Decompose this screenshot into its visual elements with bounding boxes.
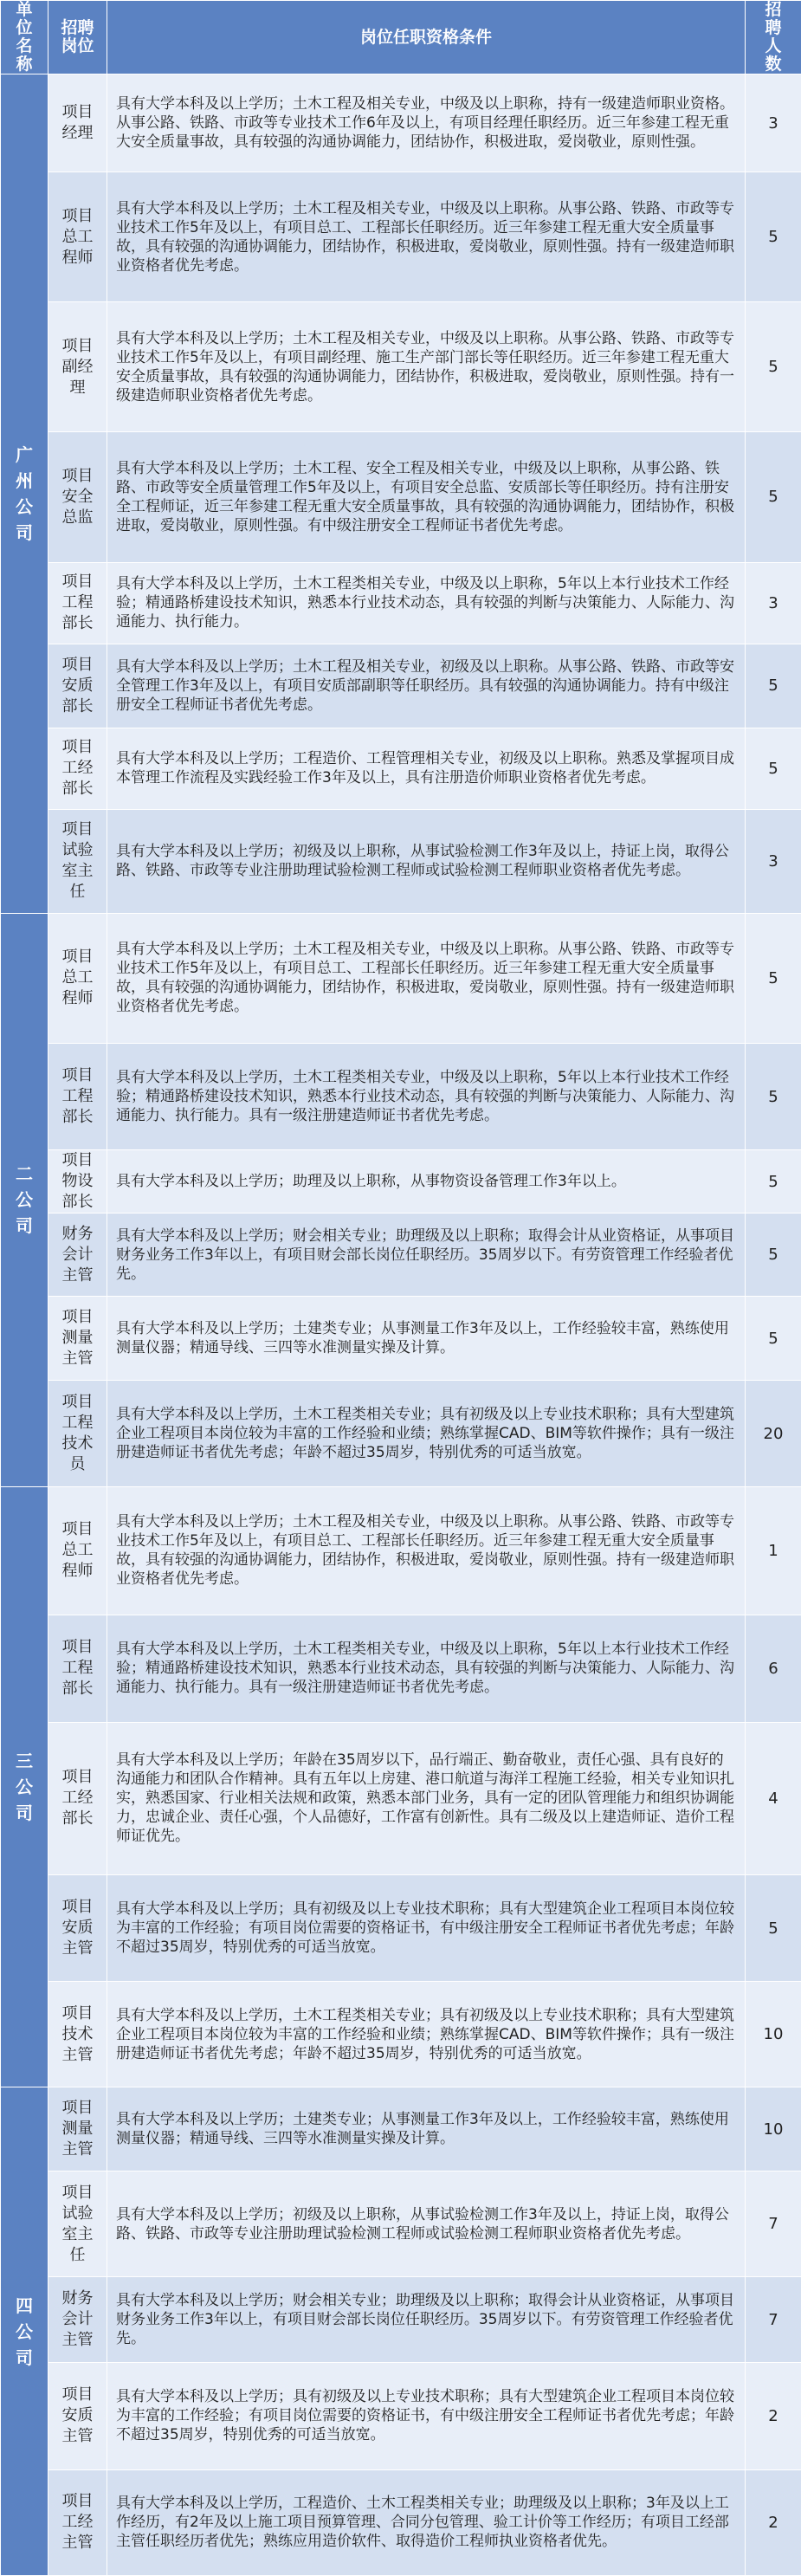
position-cell: 项目安质部长	[48, 644, 107, 728]
requirements-cell: 具有大学本科及以上学历；土建类专业；从事测量工作3年及以上，工作经验较丰富，熟练使用测量仪器；精通导线、三四等水准测量实操及计算。	[107, 1297, 746, 1381]
table-row	[1, 1214, 801, 1297]
table-row	[1, 1875, 801, 1982]
position-cell: 项目安质主管	[48, 2362, 107, 2469]
headcount-cell: 7	[746, 2277, 801, 2362]
requirements-cell: 具有大学本科及以上学历；土木工程、安全工程及相关专业，中级及以上职称，从事公路、铁路、市政等安全质量管理工作5年及以上，有项目安全总监、安质部长等任职经历。持有注册安全工程师证，近三年参建工程无重大安全质量事故，具有较强的沟通协调能力，团结协作，积极进取，爱岗敬业，原则性强。有中级注册安全工程师证书者优先考虑。	[107, 432, 746, 562]
requirements-cell: 具有大学本科及以上学历；工程造价、工程管理相关专业，初级及以上职称。熟悉及掌握项目成本管理工作流程及实践经验工作3年及以上，具有注册造价师职业资格者优先考虑。	[107, 728, 746, 809]
table-row	[1, 809, 801, 913]
requirements-cell: 具有大学本科及以上学历，工程造价、土木工程类相关专业；助理级及以上职称；3年及以上工作经历，有2年及以上施工项目预算管理、合同分包管理、验工计价等工作经历；有项目工经部主管任职经历者优先；熟练应用造价软件、取得造价工程师执业资格者优先。	[107, 2469, 746, 2575]
requirements-cell: 具有大学本科及以上学历；土木工程及相关专业，中级及以上职称，持有一级建造师职业资格。从事公路、铁路、市政等专业技术工作6年及以上，有项目经理任职经历。近三年参建工程无重大安全质量事故，具有较强的沟通协调能力，团结协作，积极进取，爱岗敬业，原则性强。	[107, 74, 746, 172]
position-cell: 项目工程技术员	[48, 1381, 107, 1486]
headcount-cell: 3	[746, 562, 801, 644]
headcount-cell: 5	[746, 644, 801, 728]
requirements-cell: 具有大学本科及以上学历；具有初级及以上专业技术职称；具有大型建筑企业工程项目本岗位较为丰富的工作经验；有项目岗位需要的资格证书，有中级注册安全工程师证书者优先考虑；年龄不超过35周岁，特别优秀的可适当放宽。	[107, 2362, 746, 2469]
table-row	[1, 2469, 801, 2575]
position-cell: 项目工程部长	[48, 562, 107, 644]
table-row	[1, 2277, 801, 2362]
position-cell: 项目工经部长	[48, 1722, 107, 1874]
headcount-cell: 5	[746, 1875, 801, 1982]
position-cell: 项目工程部长	[48, 1044, 107, 1150]
headcount-cell: 6	[746, 1615, 801, 1722]
headcount-cell: 4	[746, 1722, 801, 1874]
table-row	[1, 432, 801, 562]
requirements-cell: 具有大学本科及以上学历，土木工程类相关专业，中级及以上职称，5年以上本行业技术工作经验；精通路桥建设技术知识，熟悉本行业技术动态，具有较强的判断与决策能力、人际能力、沟通能力、执行能力。具有一级注册建造师证书者优先考虑。	[107, 1615, 746, 1722]
table-row	[1, 728, 801, 809]
header-requirements: 岗位任职资格条件	[107, 1, 746, 74]
table-row	[1, 2362, 801, 2469]
requirements-cell: 具有大学本科及以上学历；财会相关专业；助理级及以上职称；取得会计从业资格证，从事项目财务业务工作3年以上，有项目财会部长岗位任职经历。35周岁以下。有劳资管理工作经验者优先。	[107, 2277, 746, 2362]
requirements-cell: 具有大学本科及以上学历；土木工程及相关专业，中级及以上职称。从事公路、铁路、市政等专业技术工作5年及以上，有项目总工、工程部长任职经历。近三年参建工程无重大安全质量事故，具有较强的沟通协调能力，团结协作，积极进取，爱岗敬业，原则性强。持有一级建造师职业资格者优先考虑。	[107, 172, 746, 302]
position-cell: 项目经理	[48, 74, 107, 172]
headcount-cell: 10	[746, 1982, 801, 2087]
position-cell: 项目物设部长	[48, 1150, 107, 1214]
table-row	[1, 1150, 801, 1214]
headcount-cell: 5	[746, 1214, 801, 1297]
table-row	[1, 1486, 801, 1615]
unit-cell-third: 三公司	[1, 1486, 48, 2087]
table-row	[1, 2171, 801, 2277]
table-row	[1, 1044, 801, 1150]
position-cell: 财务会计主管	[48, 2277, 107, 2362]
headcount-cell: 1	[746, 1486, 801, 1615]
header-position: 招聘岗位	[48, 1, 107, 74]
position-cell: 项目技术主管	[48, 1982, 107, 2087]
requirements-cell: 具有大学本科及以上学历，土木工程类相关专业，中级及以上职称，5年以上本行业技术工作经验；精通路桥建设技术知识，熟悉本行业技术动态，具有较强的判断与决策能力、人际能力、沟通能力、执行能力。	[107, 562, 746, 644]
headcount-cell: 5	[746, 172, 801, 302]
headcount-cell: 5	[746, 1150, 801, 1214]
table-row	[1, 1722, 801, 1874]
requirements-cell: 具有大学本科及以上学历；土木工程及相关专业，中级及以上职称。从事公路、铁路、市政等专业技术工作5年及以上，有项目总工、工程部长任职经历。近三年参建工程无重大安全质量事故，具有较强的沟通协调能力，团结协作，积极进取，爱岗敬业，原则性强。持有一级建造师职业资格者优先考虑。	[107, 1486, 746, 1615]
headcount-cell: 3	[746, 74, 801, 172]
table-row	[1, 562, 801, 644]
header-unit-name: 单位名称	[1, 1, 48, 74]
position-cell: 项目测量主管	[48, 1297, 107, 1381]
headcount-cell: 7	[746, 2171, 801, 2277]
headcount-cell: 5	[746, 1044, 801, 1150]
unit-cell-second: 二公司	[1, 913, 48, 1486]
requirements-cell: 具有大学本科及以上学历；初级及以上职称，从事试验检测工作3年及以上，持证上岗，取得公路、铁路、市政等专业注册助理试验检测工程师或试验检测工程师职业资格者优先考虑。	[107, 2171, 746, 2277]
position-cell: 项目测量主管	[48, 2087, 107, 2171]
requirements-cell: 具有大学本科及以上学历；年龄在35周岁以下，品行端正、勤奋敬业，责任心强、具有良好的沟通能力和团队合作精神。具有五年以上房建、港口航道与海洋工程施工经验，相关专业知识扎实，熟悉国家、行业相关法规和政策，熟悉本部门业务，具有一定的团队管理能力和组织协调能力，忠诚企业、责任心强，个人品德好，工作富有创新性。具有二级及以上建造师证、造价工程师证优先。	[107, 1722, 746, 1874]
headcount-cell: 5	[746, 1297, 801, 1381]
headcount-cell: 5	[746, 728, 801, 809]
table-row	[1, 2087, 801, 2171]
headcount-cell: 2	[746, 2362, 801, 2469]
position-cell: 项目副经理	[48, 302, 107, 432]
requirements-cell: 具有大学本科及以上学历；土建类专业；从事测量工作3年及以上，工作经验较丰富，熟练使用测量仪器；精通导线、三四等水准测量实操及计算。	[107, 2087, 746, 2171]
table-row	[1, 74, 801, 172]
headcount-cell: 2	[746, 2469, 801, 2575]
table-row	[1, 1615, 801, 1722]
unit-cell-guangzhou: 广州公司	[1, 74, 48, 914]
unit-cell-fourth: 四公司	[1, 2087, 48, 2576]
requirements-cell: 具有大学本科及以上学历，土木工程类相关专业；具有初级及以上专业技术职称；具有大型建筑企业工程项目本岗位较为丰富的工作经验和业绩；熟练掌握CAD、BIM等软件操作；具有一级注册建造师证书者优先考虑；年龄不超过35周岁，特别优秀的可适当放宽。	[107, 1381, 746, 1486]
table-row	[1, 1381, 801, 1486]
position-cell: 项目总工程师	[48, 913, 107, 1043]
position-cell: 项目工程部长	[48, 1615, 107, 1722]
table-row	[1, 302, 801, 432]
position-cell: 项目总工程师	[48, 1486, 107, 1615]
requirements-cell: 具有大学本科及以上学历；财会相关专业；助理级及以上职称；取得会计从业资格证，从事项目财务业务工作3年以上，有项目财会部长岗位任职经历。35周岁以下。有劳资管理工作经验者优先。	[107, 1214, 746, 1297]
position-cell: 项目试验室主任	[48, 809, 107, 913]
position-cell: 项目安全总监	[48, 432, 107, 562]
headcount-cell: 5	[746, 302, 801, 432]
position-cell: 项目安质主管	[48, 1875, 107, 1982]
table-row	[1, 172, 801, 302]
requirements-cell: 具有大学本科及以上学历；土木工程及相关专业，中级及以上职称。从事公路、铁路、市政等专业技术工作5年及以上，有项目总工、工程部长任职经历。近三年参建工程无重大安全质量事故，具有较强的沟通协调能力，团结协作，积极进取，爱岗敬业，原则性强。持有一级建造师职业资格者优先考虑。	[107, 913, 746, 1043]
requirements-cell: 具有大学本科及以上学历；土木工程及相关专业，初级及以上职称。从事公路、铁路、市政等安全管理工作3年及以上，有项目安质部副职等任职经历。具有较强的沟通协调能力。持有中级注册安全工程师证书者优先考虑。	[107, 644, 746, 728]
headcount-cell: 5	[746, 432, 801, 562]
requirements-cell: 具有大学本科及以上学历，土木工程类相关专业，中级及以上职称，5年以上本行业技术工作经验；精通路桥建设技术知识，熟悉本行业技术动态，具有较强的判断与决策能力、人际能力、沟通能力、执行能力。具有一级注册建造师证书者优先考虑。	[107, 1044, 746, 1150]
requirements-cell: 具有大学本科及以上学历；初级及以上职称，从事试验检测工作3年及以上，持证上岗，取得公路、铁路、市政等专业注册助理试验检测工程师或试验检测工程师职业资格者优先考虑。	[107, 809, 746, 913]
requirements-cell: 具有大学本科及以上学历；助理及以上职称，从事物资设备管理工作3年以上。	[107, 1150, 746, 1214]
header-row	[1, 1, 801, 74]
requirements-cell: 具有大学本科及以上学历；土木工程及相关专业，中级及以上职称。从事公路、铁路、市政等专业技术工作5年及以上，有项目副经理、施工生产部门部长等任职经历。近三年参建工程无重大安全质量事故，具有较强的沟通协调能力，团结协作，积极进取，爱岗敬业，原则性强。持有一级建造师职业资格者优先考虑。	[107, 302, 746, 432]
position-cell: 项目工经主管	[48, 2469, 107, 2575]
requirements-cell: 具有大学本科及以上学历；具有初级及以上专业技术职称；具有大型建筑企业工程项目本岗位较为丰富的工作经验；有项目岗位需要的资格证书，有中级注册安全工程师证书者优先考虑；年龄不超过35周岁，特别优秀的可适当放宽。	[107, 1875, 746, 1982]
table-row	[1, 644, 801, 728]
header-headcount: 招聘人数	[746, 1, 801, 74]
headcount-cell: 5	[746, 913, 801, 1043]
position-cell: 项目试验室主任	[48, 2171, 107, 2277]
headcount-cell: 3	[746, 809, 801, 913]
headcount-cell: 20	[746, 1381, 801, 1486]
position-cell: 项目总工程师	[48, 172, 107, 302]
position-cell: 项目工经部长	[48, 728, 107, 809]
headcount-cell: 10	[746, 2087, 801, 2171]
table-row	[1, 1297, 801, 1381]
requirements-cell: 具有大学本科及以上学历，土木工程类相关专业；具有初级及以上专业技术职称；具有大型建筑企业工程项目本岗位较为丰富的工作经验和业绩；熟练掌握CAD、BIM等软件操作；具有一级注册建造师证书者优先考虑；年龄不超过35周岁，特别优秀的可适当放宽。	[107, 1982, 746, 2087]
table-row	[1, 1982, 801, 2087]
position-cell: 财务会计主管	[48, 1214, 107, 1297]
table-row	[1, 913, 801, 1043]
